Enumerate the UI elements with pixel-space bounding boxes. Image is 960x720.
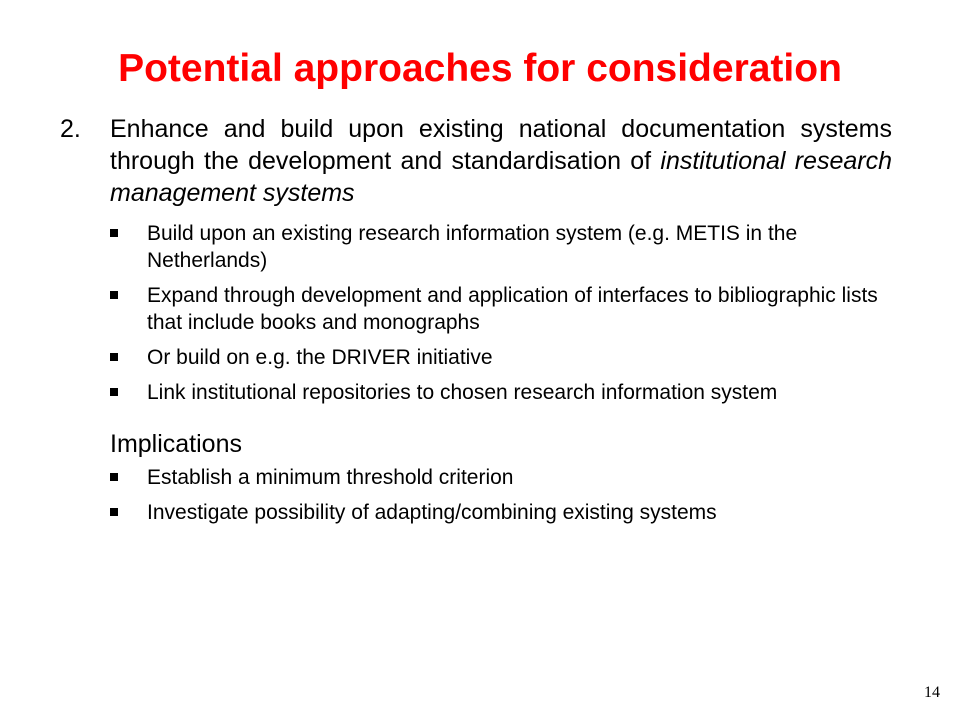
list-item — [60, 220, 920, 274]
slide-body — [60, 113, 920, 534]
list-item — [60, 282, 920, 336]
item-text-italic: institutional research management systems — [110, 147, 892, 207]
square-bullet-icon — [110, 353, 118, 361]
bullet-text: Establish a minimum threshold criterion — [147, 466, 514, 489]
implications-heading: Implications — [110, 430, 242, 458]
square-bullet-icon — [110, 291, 118, 299]
square-bullet-icon — [110, 388, 118, 396]
list-item — [60, 464, 920, 491]
bullet-text: Link institutional repositories to chosen research information system — [147, 381, 778, 404]
bullet-text: Or build on e.g. the DRIVER initiative — [147, 346, 493, 369]
list-item — [60, 379, 920, 406]
item-text-plain: Enhance and build upon existing national documentation systems through the development and standardisation of — [110, 115, 892, 175]
item-number: 2. — [60, 115, 81, 143]
square-bullet-icon — [110, 508, 118, 516]
bullet-text: Expand through development and application of interfaces to bibliographic lists that include books and monographs — [147, 284, 878, 334]
implications-list — [60, 464, 920, 526]
item-text — [110, 113, 892, 209]
list-item — [60, 499, 920, 526]
square-bullet-icon — [110, 473, 118, 481]
list-item — [60, 344, 920, 371]
slide-title: Potential approaches for consideration — [118, 47, 842, 90]
bullet-list — [60, 220, 920, 406]
bullet-text: Build upon an existing research information system (e.g. METIS in the Netherlands) — [147, 222, 798, 272]
bullet-text: Investigate possibility of adapting/combining existing systems — [147, 501, 717, 524]
page-number: 14 — [924, 684, 940, 701]
numbered-item — [60, 113, 920, 209]
square-bullet-icon — [110, 229, 118, 237]
